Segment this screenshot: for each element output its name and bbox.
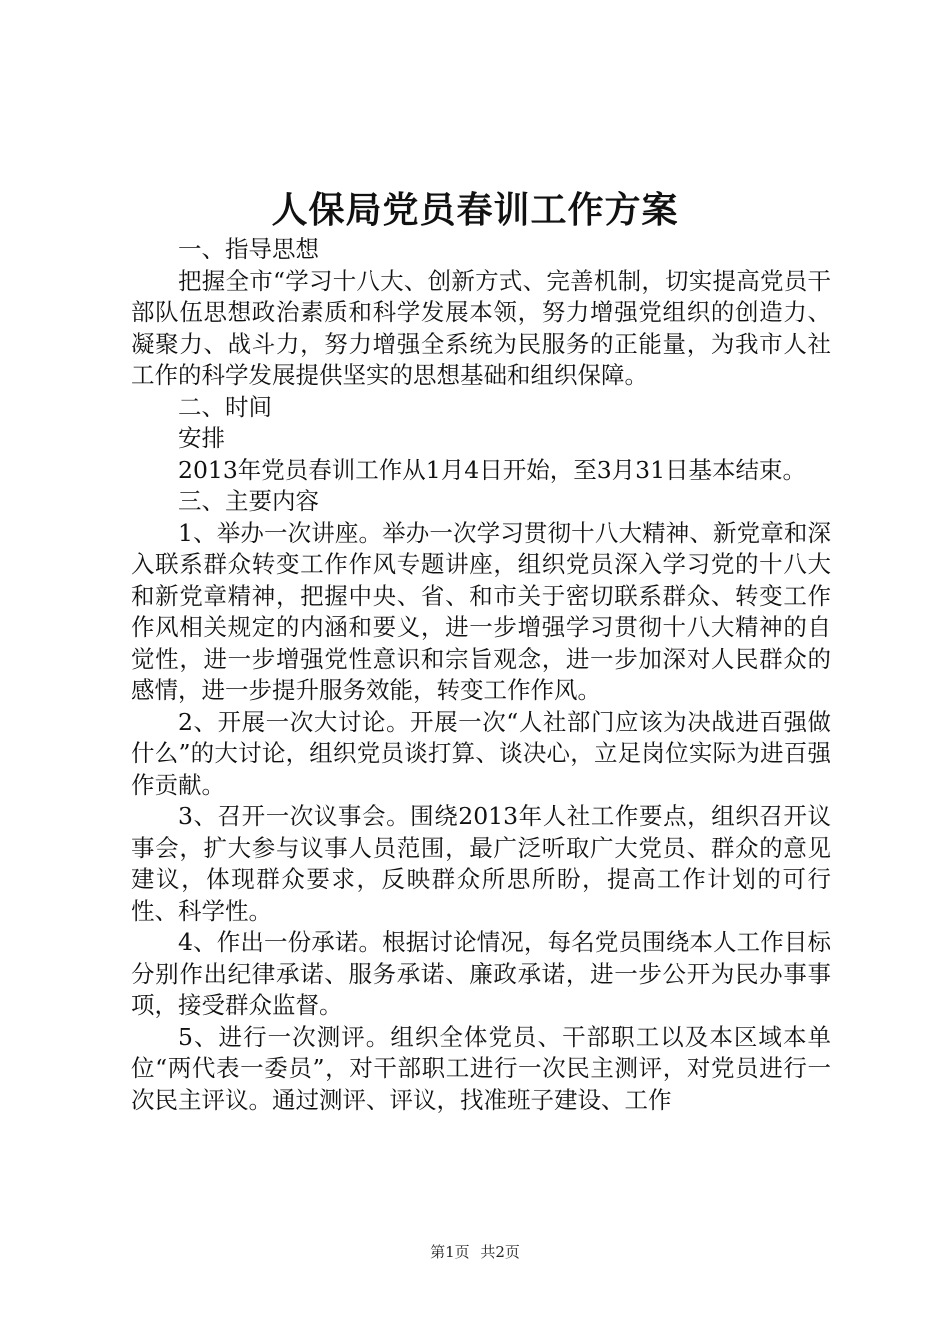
paragraph: 安排	[178, 424, 225, 452]
paragraph: 把握全市“学习十八大、创新方式、完善机制，切实提高党员干部队伍思想政治素质和科学发展本领，努力增强党组织的创造力、凝聚力、战斗力，努力增强全系统为民服务的正能量，为我市人社工作的科学发展提供坚实的思想基础和组织保障。	[131, 266, 831, 389]
paragraph: 5、进行一次测评。组织全体党员、干部职工以及本区域本单位“两代表一委员”，对干部职工进行一次民主测评，对党员进行一次民主评议。通过测评、评议，找准班子建设、工作	[131, 1022, 831, 1114]
section-heading: 三、主要内容	[178, 487, 319, 515]
page-number: 第1页	[430, 1243, 470, 1261]
section-heading: 二、时间	[178, 392, 272, 421]
paragraph: 2、开展一次大讨论。开展一次“人社部门应该为决战进百强做什么”的大讨论，组织党员谈打算、谈决心，立足岗位实际为进百强作贡献。	[131, 707, 831, 799]
page-footer	[0, 1242, 950, 1262]
section-heading: 一、指导思想	[178, 235, 319, 263]
document-title: 人保局党员春训工作方案	[271, 189, 679, 231]
page-total: 共2页	[480, 1243, 520, 1261]
paragraph: 1、举办一次讲座。举办一次学习贯彻十八大精神、新党章和深入联系群众转变工作作风专题讲座，组织党员深入学习党的十八大和新党章精神，把握中央、省、和市关于密切联系群众、转变工作作风相关规定的内涵和要义，进一步增强学习贯彻十八大精神的自觉性，进一步增强党性意识和宗旨观念，进一步加深对人民群众的感情，进一步提升服务效能，转变工作作风。	[131, 518, 831, 704]
document-body	[131, 234, 831, 1116]
paragraph: 2013年党员春训工作从1月4日开始，至3月31日基本结束。	[178, 455, 807, 484]
paragraph: 4、作出一份承诺。根据讨论情况，每名党员围绕本人工作目标分别作出纪律承诺、服务承诺、廉政承诺，进一步公开为民办事事项，接受群众监督。	[131, 928, 831, 1019]
paragraph: 3、召开一次议事会。围绕2013年人社工作要点，组织召开议事会，扩大参与议事人员范围，最广泛听取广大党员、群众的意见建议，体现群众要求，反映群众所思所盼，提高工作计划的可行性、科学性。	[131, 802, 831, 925]
